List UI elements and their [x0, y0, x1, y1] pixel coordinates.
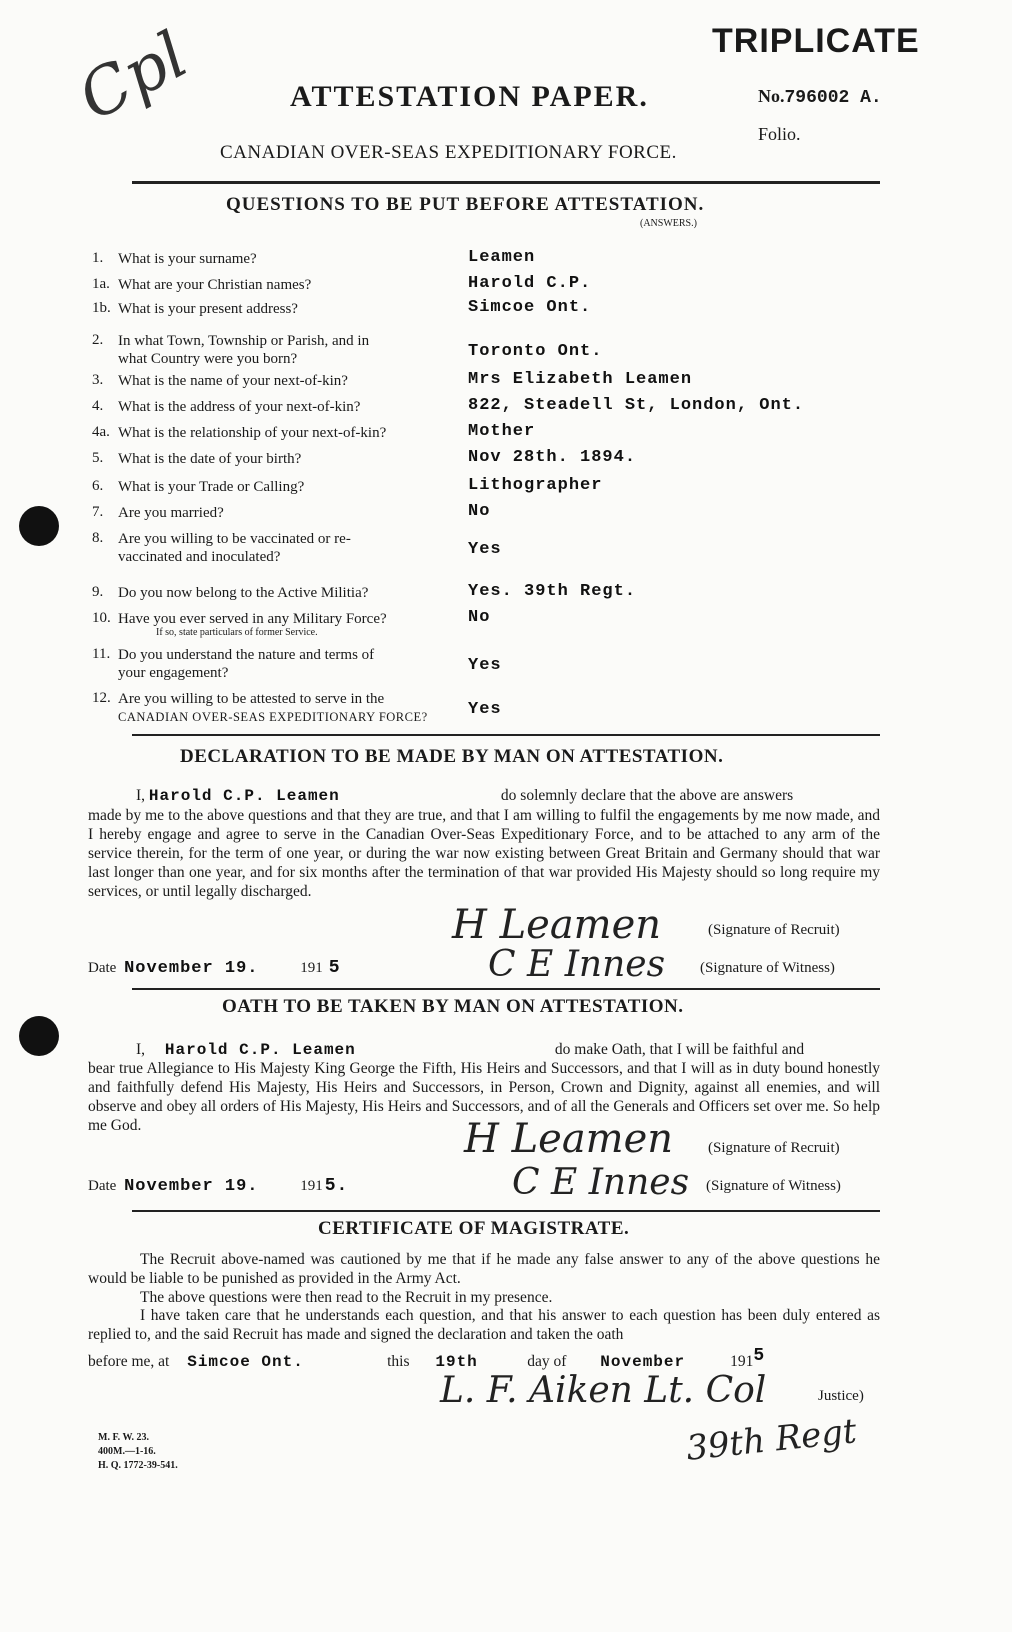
oath-year-digit: 5. — [324, 1176, 349, 1196]
form-number — [758, 86, 882, 108]
answer-text: No — [468, 502, 491, 521]
question-number: 5. — [92, 450, 104, 466]
question-text-line2: vaccinated and inoculated? — [118, 549, 281, 565]
margin-annotation: Cpl — [67, 18, 200, 136]
oath-date-row — [88, 1176, 348, 1196]
magistrate-signature-line2: 39th Regt — [684, 1411, 859, 1469]
question-number: 1a. — [92, 276, 110, 292]
answers-label: (ANSWERS.) — [640, 218, 697, 229]
question-text: Have you ever served in any Military Force? — [118, 611, 387, 627]
certificate-before-row — [88, 1346, 766, 1372]
questions-heading: QUESTIONS TO BE PUT BEFORE ATTESTATION. — [226, 194, 705, 215]
declaration-first-line — [136, 786, 880, 806]
certificate-place: Simcoe Ont. — [187, 1353, 304, 1371]
answer-text: Harold C.P. — [468, 274, 592, 293]
question-text: What is your Trade or Calling? — [118, 479, 305, 495]
declaration-witness-caption: (Signature of Witness) — [700, 960, 835, 976]
question-text: What is the date of your birth? — [118, 451, 302, 467]
question-number: 1. — [92, 250, 104, 266]
question-text-line2: what Country were you born? — [118, 351, 298, 367]
certificate-day-of-label: day of — [527, 1353, 567, 1370]
answer-text: Yes — [468, 656, 502, 675]
punch-hole-top — [19, 506, 59, 546]
folio-label: Folio. — [758, 124, 801, 144]
footer-print-code: 400M.—1-16. — [98, 1446, 156, 1457]
question-text: Do you understand the nature and terms of — [118, 647, 375, 663]
question-text: What is your present address? — [118, 301, 298, 317]
triplicate-stamp: TRIPLICATE — [712, 22, 920, 60]
oath-date-label: Date — [88, 1178, 117, 1194]
answer-text: Toronto Ont. — [468, 342, 603, 361]
certificate-para2: The above questions were then read to the Recruit in my presence. — [140, 1289, 553, 1306]
question-note: If so, state particulars of former Service. — [156, 627, 318, 638]
magistrate-caption-tail: Justice) — [818, 1388, 864, 1404]
footer-form-code: M. F. W. 23. — [98, 1432, 150, 1443]
question-text-line2: CANADIAN OVER-SEAS EXPEDITIONARY FORCE? — [118, 710, 428, 724]
footer-hq-code: H. Q. 1772-39-541. — [98, 1460, 178, 1471]
declaration-year-prefix: 191 — [300, 960, 323, 976]
declaration-recruit-signature: H Leamen — [452, 902, 662, 948]
question-text: Do you now belong to the Active Militia? — [118, 585, 369, 601]
question-number: 7. — [92, 504, 104, 520]
declaration-date-label: Date — [88, 960, 117, 976]
declaration-witness-signature: C E Innes — [488, 944, 666, 985]
magistrate-signature: L. F. Aiken Lt. Col — [440, 1370, 767, 1411]
declaration-text: made by me to the above questions and that they are true, and that I am willing to fulfil the engagements by me now made, and I hereby engage and agree to serve in the Canadian Over-Seas Expeditionary Force, and to be attached to any arm of the service therein, for the term of one year, or during the war now existing between Great Britain and Germany should that war last longer than one year, and for six months after the termination of that war provided His Majesty should so long require my services, or until legally discharged. — [88, 807, 880, 900]
question-text: What is the relationship of your next-of-kin? — [118, 425, 387, 441]
question-number: 6. — [92, 478, 104, 494]
answer-text: No — [468, 608, 491, 627]
question-text: What is your surname? — [118, 251, 257, 267]
oath-i-label: I, — [136, 1041, 146, 1058]
certificate-month: November — [600, 1353, 686, 1371]
question-number: 3. — [92, 372, 104, 388]
declaration-date: November 19. — [124, 959, 259, 978]
question-number: 10. — [92, 610, 111, 626]
declaration-line1: do solemnly declare that the above are answers — [500, 787, 794, 804]
question-text: Are you married? — [118, 505, 224, 521]
declaration-heading: DECLARATION TO BE MADE BY MAN ON ATTESTATION. — [180, 746, 724, 767]
declaration-rule — [132, 988, 880, 990]
question-text: What is the address of your next-of-kin? — [118, 399, 361, 415]
declaration-date-row — [88, 958, 341, 978]
declaration-recruit-caption: (Signature of Recruit) — [708, 922, 840, 938]
oath-recruit-signature: H Leamen — [464, 1116, 674, 1162]
oath-rule — [132, 1210, 880, 1212]
question-number: 4a. — [92, 424, 110, 440]
declaration-name: Harold C.P. Leamen — [148, 787, 340, 805]
certificate-para3: I have taken care that he understands each question, and that his answer to each question has been duly entered as replied to, and the said Recruit has made and signed the declaration and taken the oath — [88, 1307, 880, 1343]
certificate-para1: The Recruit above-named was cautioned by me that if he made any false answer to any of the above questions he would be liable to be punished as provided in the Army Act. — [88, 1251, 880, 1287]
question-text-line2: your engagement? — [118, 665, 229, 681]
question-number: 12. — [92, 690, 111, 706]
oath-line1: do make Oath, that I will be faithful and — [554, 1041, 805, 1058]
oath-name: Harold C.P. Leamen — [164, 1041, 356, 1059]
question-text: Are you willing to be vaccinated or re- — [118, 531, 351, 547]
answer-text: Leamen — [468, 248, 536, 267]
oath-date: November 19. — [124, 1177, 259, 1196]
answer-text: Yes — [468, 700, 502, 719]
certificate-year-prefix: 191 — [730, 1353, 754, 1370]
certificate-this-label: this — [387, 1353, 410, 1370]
certificate-year-digit: 5 — [753, 1346, 766, 1366]
question-number: 4. — [92, 398, 104, 414]
answer-text: Yes. 39th Regt. — [468, 582, 637, 601]
answer-text: Simcoe Ont. — [468, 298, 592, 317]
certificate-day: 19th — [435, 1353, 478, 1371]
questions-rule — [132, 734, 880, 736]
oath-text: bear true Allegiance to His Majesty King George the Fifth, His Heirs and Successors, and that I will as in duty bound honestly and faithfully defend His Majesty, His Heirs and Successors, in Person, Crown and Dignity, against all enemies, and will observe and obey all orders of His Majesty, His Heirs and Successors, and of all the Generals and Officers set over me. So help me God. — [88, 1060, 880, 1134]
answer-text: Nov 28th. 1894. — [468, 448, 637, 467]
answer-text: Lithographer — [468, 476, 603, 495]
question-number: 8. — [92, 530, 104, 546]
page-title: ATTESTATION PAPER. — [290, 80, 649, 113]
question-text: What is the name of your next-of-kin? — [118, 373, 348, 389]
question-number: 9. — [92, 584, 104, 600]
form-number-value: 796002 A. — [784, 88, 882, 108]
oath-year-prefix: 191 — [300, 1178, 323, 1194]
question-number: 1b. — [92, 300, 111, 316]
certificate-before-label: before me, at — [88, 1353, 170, 1370]
oath-witness-caption: (Signature of Witness) — [706, 1178, 841, 1194]
oath-recruit-caption: (Signature of Recruit) — [708, 1140, 840, 1156]
oath-heading: OATH TO BE TAKEN BY MAN ON ATTESTATION. — [222, 996, 684, 1017]
answer-text: Mother — [468, 422, 536, 441]
question-number: 11. — [92, 646, 111, 662]
answer-text: 822, Steadell St, London, Ont. — [468, 396, 805, 415]
question-text: In what Town, Township or Parish, and in — [118, 333, 370, 349]
question-number: 2. — [92, 332, 104, 348]
oath-first-line — [136, 1040, 880, 1060]
answer-text: Yes — [468, 540, 502, 559]
force-subtitle: CANADIAN OVER-SEAS EXPEDITIONARY FORCE. — [220, 142, 677, 163]
answer-text: Mrs Elizabeth Leamen — [468, 370, 693, 389]
declaration-year-digit: 5 — [328, 958, 341, 978]
certificate-heading: CERTIFICATE OF MAGISTRATE. — [318, 1218, 630, 1239]
question-text: What are your Christian names? — [118, 277, 312, 293]
declaration-i-label: I, — [136, 787, 146, 804]
header-rule — [132, 181, 880, 184]
oath-witness-signature: C E Innes — [512, 1162, 690, 1203]
question-text: Are you willing to be attested to serve in the — [118, 691, 385, 707]
form-number-label: No. — [758, 86, 785, 106]
punch-hole-bottom — [19, 1016, 59, 1056]
